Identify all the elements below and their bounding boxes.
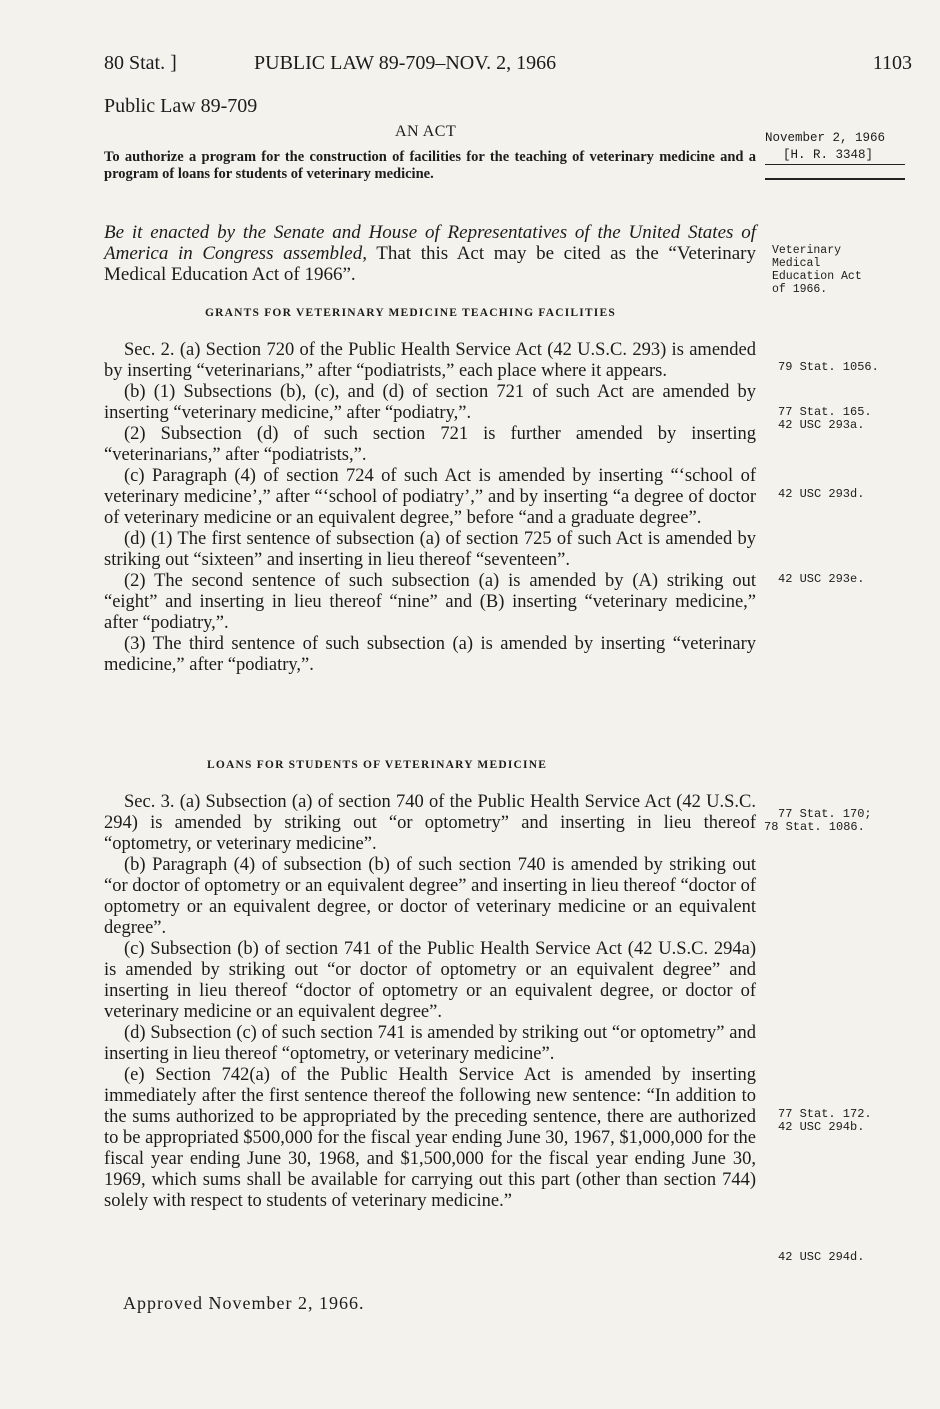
sec2-para-b1: (b) (1) Subsections (b), (c), and (d) of section 721 of such Act are amended by inserting “veterinary medicine,” after “podiatry,”.: [104, 382, 756, 423]
sec3-para-b: (b) Paragraph (4) of subsection (b) of such section 740 is amended by striking out “or doctor of optometry or an equivalent degree” and inserting in lieu thereof “doctor of optometry or an equivalent degree, or doctor of veterinary medicine or an equivalent degree”.: [104, 855, 756, 938]
header-title: PUBLIC LAW 89-709–NOV. 2, 1966: [254, 52, 557, 74]
sec2-para-d2: (2) The second sentence of such subsection (a) is amended by (A) striking out “eight” and inserting in lieu thereof “nine” and (B) inserting “veterinary medicine,” after “podiatry,”.: [104, 571, 756, 633]
margin-note: [778, 406, 872, 432]
purpose-clause: [104, 149, 756, 183]
public-law-title: Public Law 89-709: [104, 95, 258, 117]
margin-note-line: 78 Stat. 1086.: [764, 820, 865, 834]
margin-note: [778, 1108, 872, 1134]
enacting-clause-text: That this Act may be cited as the “Veterinary Medical Education Act of 1966”.: [104, 243, 756, 285]
an-act-heading: AN ACT: [395, 123, 457, 140]
sec3-para-a: Sec. 3. (a) Subsection (a) of section 740 of the Public Health Service Act (42 U.S.C. 294) is amended by striking out “or optometry” and inserting in lieu thereof “optometry, or veterinary medicine”.: [104, 792, 756, 854]
enacting-clause: [104, 222, 756, 285]
sec3-para-e: (e) Section 742(a) of the Public Health Service Act is amended by inserting immediately after the first sentence thereof the following new sentence: “In addition to the sums authorized to be appropriated by the preceding sentence, there are authorized to be appropriated $500,000 for the fiscal year ending June 30, 1967, $1,000,000 for the fiscal year ending June 30, 1968, and $1,500,000 for the fiscal year ending June 30, 1969, which sums shall be available for carrying out this part (other than section 744) solely with respect to students of veterinary medicine.”: [104, 1065, 756, 1211]
running-header: [104, 52, 912, 82]
sec3-para-c: (c) Subsection (b) of section 741 of the Public Health Service Act (42 U.S.C. 294a) is amended by striking out “or doctor of optometry or an equivalent degree” and inserting in lieu thereof “doctor of optometry or an equivalent degree, or doctor of veterinary medicine or an equivalent degree”.: [104, 939, 756, 1022]
sec2-para-d3: (3) The third sentence of such subsection (a) is amended by inserting “veterinary medicine,” after “podiatry,”.: [104, 634, 756, 675]
section-3: [104, 792, 756, 1212]
sec2-para-a: Sec. 2. (a) Section 720 of the Public Health Service Act (42 U.S.C. 293) is amended by inserting “veterinarians,” after “podiatrists,” each place where it appears.: [104, 340, 756, 381]
margin-note: 42 USC 294d.: [778, 1250, 865, 1264]
header-volume: 80 Stat. ]: [104, 52, 177, 74]
margin-note: 42 USC 293d.: [778, 487, 865, 501]
bill-number: [H. R. 3348]: [765, 147, 905, 165]
grants-heading: GRANTS FOR VETERINARY MEDICINE TEACHING FACILITIES: [205, 307, 616, 319]
sec2-para-c: (c) Paragraph (4) of section 724 of such Act is amended by inserting “‘school of veterinary medicine’,” after “‘school of podiatry’,” and by inserting “a degree of doctor of veterinary medicine or an equivalent degree,” before “and a graduate degree”.: [104, 466, 756, 528]
margin-note-line: 42 USC 293a.: [778, 418, 865, 432]
enactment-date-note: [765, 130, 905, 165]
sec2-para-d1: (d) (1) The first sentence of subsection (a) of section 725 of such Act is amended by striking out “sixteen” and inserting in lieu thereof “seventeen”.: [104, 529, 756, 570]
loans-heading: LOANS FOR STUDENTS OF VETERINARY MEDICINE: [207, 759, 548, 771]
purpose-text: To authorize a program for the construction of facilities for the teaching of veterinary medicine and a program of loans for students of veterinary medicine.: [104, 149, 756, 182]
margin-note: [764, 808, 872, 834]
margin-note-line: 77 Stat. 170;: [778, 807, 872, 821]
margin-note-line: 77 Stat. 165.: [778, 405, 872, 419]
section-2: [104, 340, 756, 676]
margin-note-line: 42 USC 294b.: [778, 1120, 865, 1134]
side-rule: [765, 178, 905, 180]
short-title-note: [772, 244, 882, 296]
page-number: 1103: [872, 52, 912, 74]
sec2-para-b2: (2) Subsection (d) of such section 721 is further amended by inserting “veterinarians,” after “podiatrists,”.: [104, 424, 756, 465]
short-title-note-text: Veterinary Medical Education Act of 1966.: [772, 244, 862, 296]
margin-note-line: 77 Stat. 172.: [778, 1107, 872, 1121]
approval-line: Approved November 2, 1966.: [123, 1293, 365, 1313]
enacting-clause-italic: Be it enacted by the Senate and House of Representatives of the United States of America in Congress assembled,: [104, 222, 756, 264]
enactment-date: November 2, 1966: [765, 131, 886, 145]
sec3-para-d: (d) Subsection (c) of such section 741 is amended by striking out “or optometry” and inserting in lieu thereof “optometry, or veterinary medicine”.: [104, 1023, 756, 1064]
margin-note: 79 Stat. 1056.: [778, 360, 879, 374]
margin-note: 42 USC 293e.: [778, 572, 865, 586]
